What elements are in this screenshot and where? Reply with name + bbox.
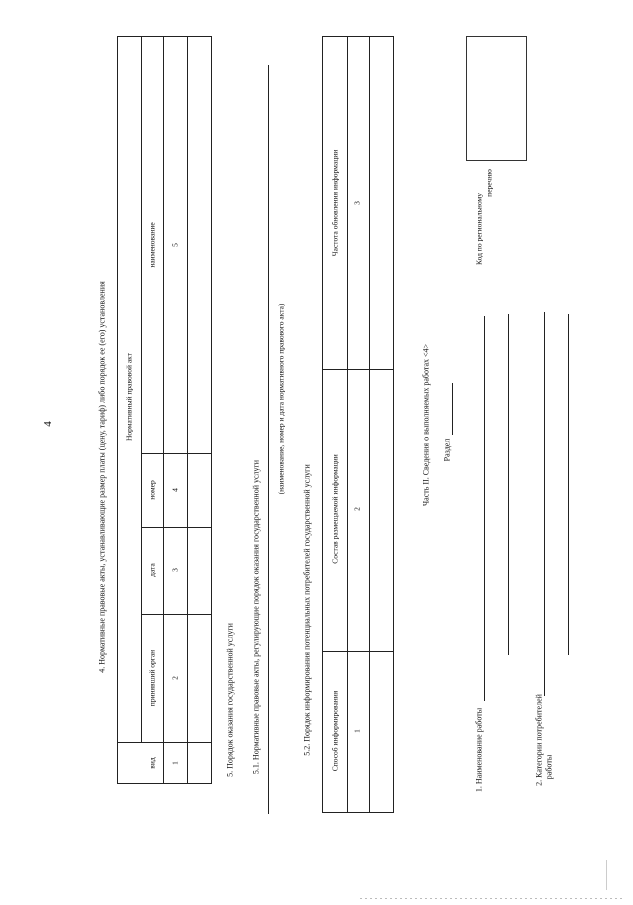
col-number-5: 5	[170, 243, 180, 247]
col-number-3: 3	[170, 568, 180, 572]
item2-fill-line-2	[568, 314, 569, 655]
col-header-frequency: Частота обновления информации	[330, 149, 340, 257]
item1-label: 1. Наименование работы	[474, 707, 484, 793]
col-header-vid: вид	[147, 757, 157, 769]
group-header: Нормативный правовой акт	[124, 352, 134, 442]
section4-title: 4. Нормативные правовые акты, устанавливающие размер платы (цену, тариф) либо порядок ее (его) установления	[97, 281, 107, 673]
inform-col-number-3: 3	[352, 201, 362, 205]
section5-title: 5. Порядок оказания государственной услуги	[225, 623, 235, 777]
part2-title: Часть II. Сведения о выполняемых работах <4>	[421, 343, 431, 507]
col-number-4: 4	[170, 488, 180, 492]
scan-edge	[360, 898, 625, 899]
col-header-content: Состав размещаемой информации	[330, 454, 340, 564]
razdel-fill-line	[452, 383, 453, 435]
inform-col-number-2: 2	[352, 507, 362, 511]
scan-mark	[606, 860, 607, 890]
col-header-date: дата	[147, 563, 157, 577]
code-label-line1: Код по региональному	[474, 192, 484, 266]
item1-fill-line-2	[508, 314, 509, 655]
item2-label-line2: работы	[544, 754, 554, 780]
item2-label-line1: 2. Категории потребителей	[534, 694, 544, 786]
section51-fill-line	[268, 65, 269, 814]
regional-code-box[interactable]	[466, 36, 527, 161]
col-header-organ: принявший орган	[147, 649, 157, 707]
item1-fill-line	[484, 316, 485, 701]
item2-fill-line	[544, 312, 545, 696]
code-label-line2: перечню	[484, 169, 494, 197]
razdel-label: Раздел	[442, 438, 452, 462]
col-header-name: наименование	[147, 222, 157, 268]
col-header-method: Способ информирования	[330, 690, 340, 772]
section51-title: 5.1. Нормативные правовые акты, регулирующие порядок оказания государственной услуги	[251, 459, 261, 775]
section51-caption: (наименование, номер и дата нормативного правового акта)	[276, 303, 286, 495]
inform-col-number-1: 1	[352, 729, 362, 733]
page-number: 4	[42, 421, 54, 427]
col-header-number: номер	[147, 480, 157, 500]
col-number-2: 2	[170, 676, 180, 680]
section52-title: 5.2. Порядок информирования потенциальных потребителей государственной услуги	[302, 464, 312, 756]
col-number-1: 1	[170, 761, 180, 765]
